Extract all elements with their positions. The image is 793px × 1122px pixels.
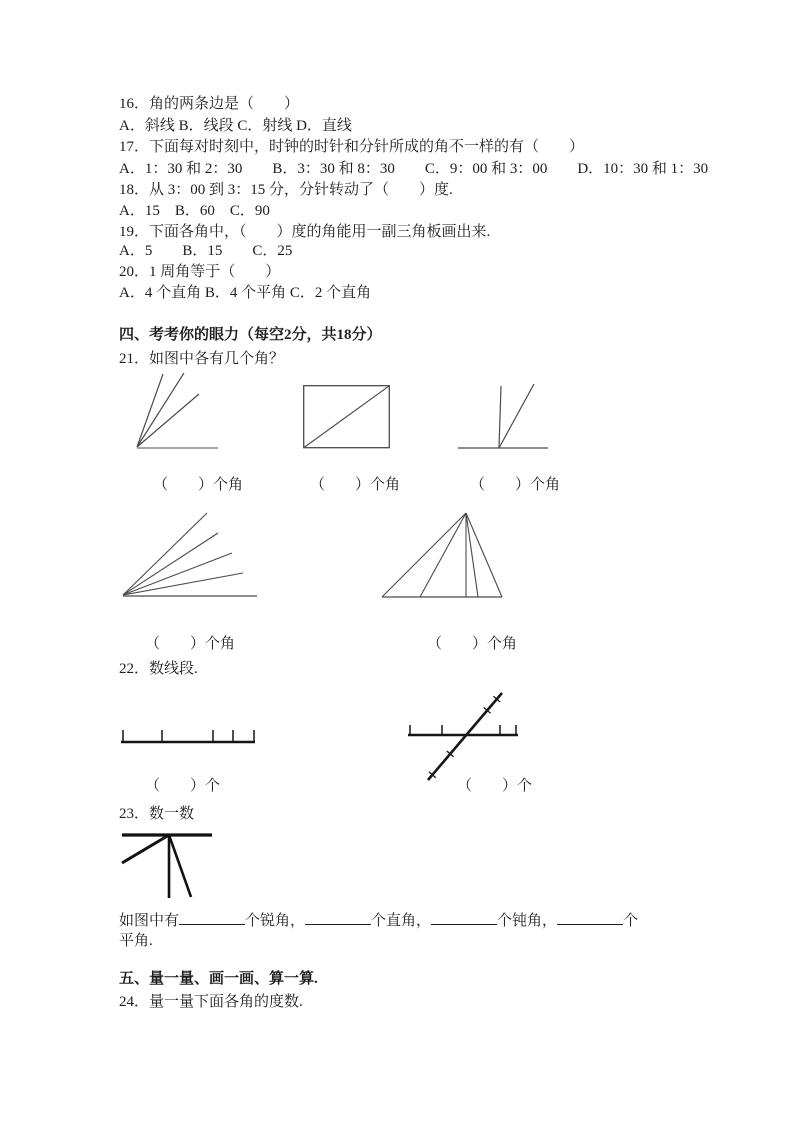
q22-count-label-2: （ ）个 <box>457 778 533 794</box>
q23-stem: 23．数一数 <box>119 806 195 822</box>
q22-count-label-1: （ ）个 <box>145 778 221 794</box>
q23-seg-ge: 个 <box>623 913 639 929</box>
q18-stem: 18．从 3：00 到 3：15 分，分针转动了（ ）度. <box>119 182 453 198</box>
q17-stem: 17．下面每对时刻中，时钟的时针和分针所成的角不一样的有（ ） <box>119 139 585 155</box>
q21-triangle-subdivided-figure <box>378 505 508 600</box>
q23-blank-acute <box>179 910 245 925</box>
q23-blank-obtuse <box>431 910 497 925</box>
q23-blank-right <box>305 910 371 925</box>
q22-stem: 22．数线段. <box>119 661 198 677</box>
q23-seg-right: 个直角， <box>371 913 432 929</box>
q21-fan-four-rays-figure <box>116 503 261 599</box>
section-five-heading: 五、量一量、画一画、算一算. <box>119 971 318 987</box>
q21-count-label-5: （ ）个角 <box>427 636 518 652</box>
q16-options: A．斜线 B．线段 C．射线 D．直线 <box>119 118 352 134</box>
q20-options: A．4 个直角 B．4 个平角 C．2 个直角 <box>119 285 372 301</box>
q21-count-label-1: （ ）个角 <box>153 477 244 493</box>
q20-stem: 20．1 周角等于（ ） <box>119 264 281 280</box>
q23-rays-below-line-figure <box>116 823 216 903</box>
q21-fan-three-rays-figure <box>128 368 223 452</box>
q18-options: A．15 B．60 C．90 <box>119 203 270 219</box>
q22-segment-ticks-figure <box>116 724 261 748</box>
q24-stem: 24．量一量下面各角的度数. <box>119 994 303 1010</box>
q23-seg-acute: 个锐角， <box>245 913 306 929</box>
q21-rectangle-diagonal-figure <box>303 385 391 449</box>
q19-stem: 19．下面各角中，（ ）度的角能用一副三角板画出来. <box>119 224 491 240</box>
q21-count-label-2: （ ）个角 <box>310 477 401 493</box>
q22-crossed-lines-ticks-figure <box>398 678 533 786</box>
q21-stem: 21．如图中各有几个角？ <box>119 351 285 367</box>
q21-count-label-4: （ ）个角 <box>145 636 236 652</box>
q23-seg-obtuse: 个钝角， <box>497 913 558 929</box>
q17-options: A．1：30 和 2：30 B．3：30 和 8：30 C．9：00 和 3：00 D．10：30 和 1：30 <box>119 161 709 177</box>
q23-blank-straight <box>557 910 623 925</box>
q23-prefix: 如图中有 <box>119 913 180 929</box>
q23-fill-line <box>119 910 638 930</box>
q21-rays-on-line-figure <box>456 383 551 450</box>
section-four-heading: 四、考考你的眼力（每空2分，共18分） <box>119 327 382 343</box>
q21-count-label-3: （ ）个角 <box>470 477 561 493</box>
q19-options: A．5 B．15 C．25 <box>119 243 293 259</box>
q16-stem: 16．角的两条边是（ ） <box>119 96 300 112</box>
q23-fill-line-wrap: 平角. <box>119 933 153 949</box>
